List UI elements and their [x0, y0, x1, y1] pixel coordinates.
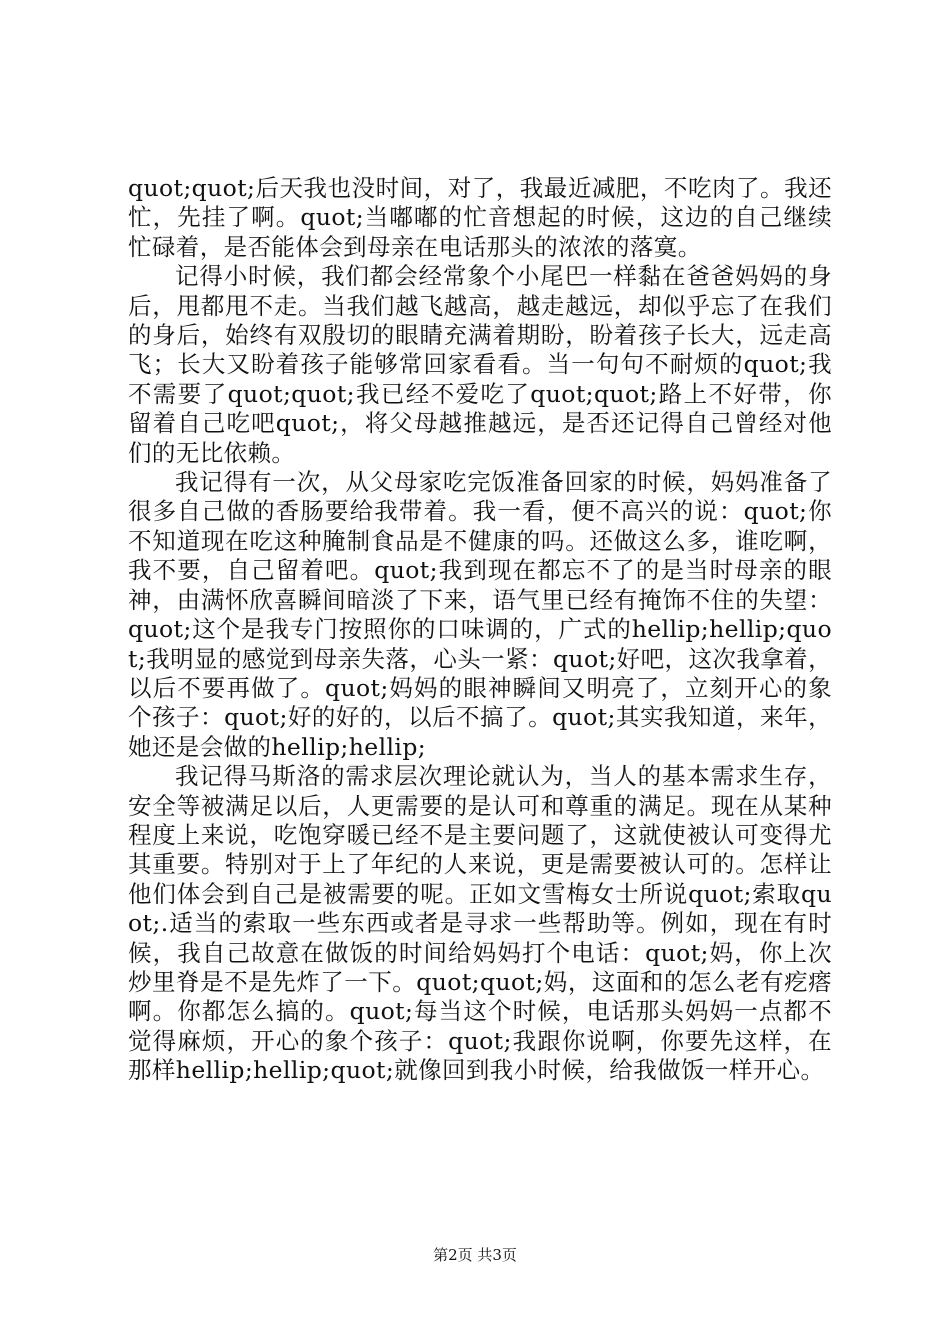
paragraph-4: 我记得马斯洛的需求层次理论就认为，当人的基本需求生存，安全等被满足以后，人更需要的是认可和尊重的满足。现在从某种程度上来说，吃饱穿暖已经不是主要问题了，这就使被认可变得尤其重要。特别对于上了年纪的人来说，更是需要被认可的。怎样让他们体会到自己是被需要的呢。正如文雪梅女士所说quot;索取quot;.适当的索取一些东西或者是寻求一些帮助等。例如，现在有时候，我自己故意在做饭的时间给妈妈打个电话：quot;妈，你上次炒里脊是不是先炸了一下。quot;quot;妈，这面和的怎么老有疙瘩啊。你都怎么搞的。quot;每当这个时候，电话那头妈妈一点都不觉得麻烦，开心的象个孩子：quot;我跟你说啊，你要先这样，在那样hellip;hellip;quot;就像回到我小时候，给我做饭一样开心。: [128, 762, 832, 1085]
paragraph-2: 记得小时候，我们都会经常象个小尾巴一样黏在爸爸妈妈的身后，甩都甩不走。当我们越飞越高，越走越远，却似乎忘了在我们的身后，始终有双殷切的眼睛充满着期盼，盼着孩子长大，远走高飞；长大又盼着孩子能够常回家看看。当一句句不耐烦的quot;我不需要了quot;quot;我已经不爱吃了quot;quot;路上不好带，你留着自己吃吧quot;，将父母越推越远，是否还记得自己曾经对他们的无比依赖。: [128, 262, 832, 467]
page-number-footer: 第2页 共3页: [433, 1246, 517, 1264]
body-text: [128, 174, 832, 1086]
paragraph-3: 我记得有一次，从父母家吃完饭准备回家的时候，妈妈准备了很多自己做的香肠要给我带着。我一看，便不高兴的说：quot;你不知道现在吃这种腌制食品是不健康的吗。还做这么多，谁吃啊，我不要，自己留着吧。quot;我到现在都忘不了的是当时母亲的眼神，由满怀欣喜瞬间暗淡了下来，语气里已经有掩饰不住的失望：quot;这个是我专门按照你的口味调的，广式的hellip;hellip;quot;我明显的感觉到母亲失落，心头一紧：quot;好吧，这次我拿着，以后不要再做了。quot;妈妈的眼神瞬间又明亮了，立刻开心的象个孩子：quot;好的好的，以后不搞了。quot;其实我知道，来年，她还是会做的hellip;hellip;: [128, 468, 832, 761]
paragraph-1: quot;quot;后天我也没时间，对了，我最近减肥，不吃肉了。我还忙，先挂了啊。quot;当嘟嘟的忙音想起的时候，这边的自己继续忙碌着，是否能体会到母亲在电话那头的浓浓的落寞。: [128, 174, 832, 261]
